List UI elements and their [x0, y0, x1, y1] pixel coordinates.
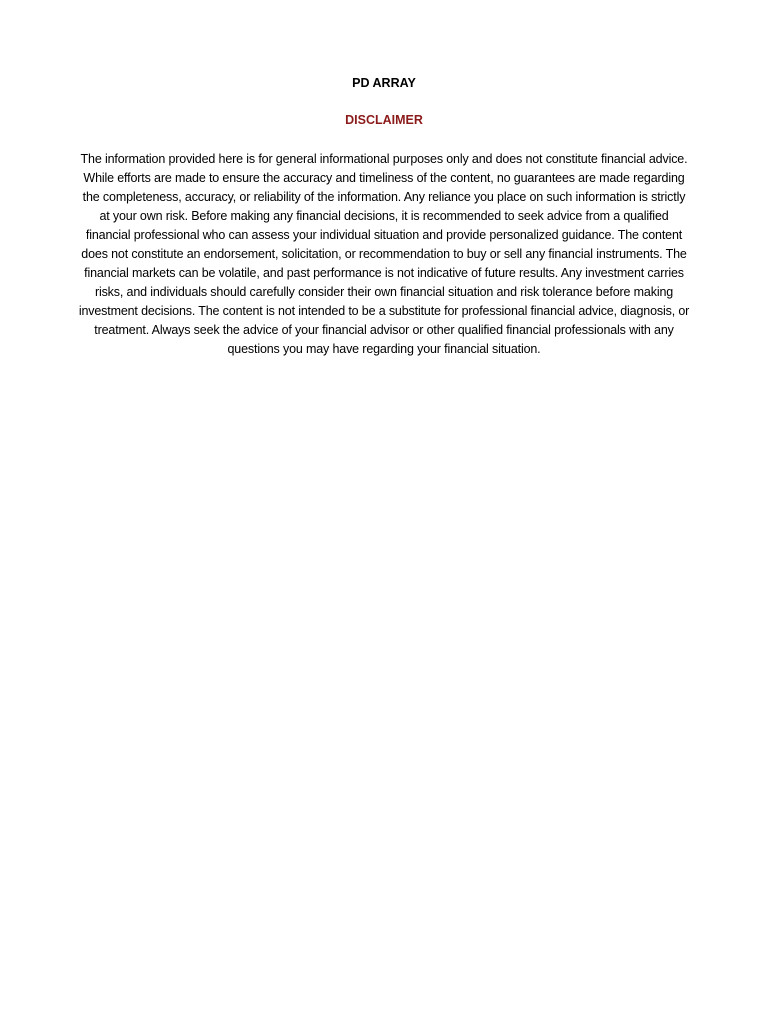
disclaimer-heading: DISCLAIMER	[345, 113, 423, 127]
document-title: PD ARRAY	[352, 76, 416, 90]
disclaimer-text: The information provided here is for general informational purposes only and does not constitute financial advice. While efforts are made to ensure the accuracy and timeliness of the content, no guarantees are made regarding the completeness, accuracy, or reliability of the information. Any reliance you place on such information is strictly at your own risk. Before making any financial decisions, it is recommended to seek advice from a qualified financial professional who can assess your individual situation and provide personalized guidance. The content does not constitute an endorsement, solicitation, or recommendation to buy or sell any financial instruments. The financial markets can be volatile, and past performance is not indicative of future results. Any investment carries risks, and individuals should carefully consider their own financial situation and risk tolerance before making investment decisions. The content is not intended to be a substitute for professional financial advice, diagnosis, or treatment. Always seek the advice of your financial advisor or other qualified financial professionals with any questions you may have regarding your financial situation.	[78, 152, 690, 356]
